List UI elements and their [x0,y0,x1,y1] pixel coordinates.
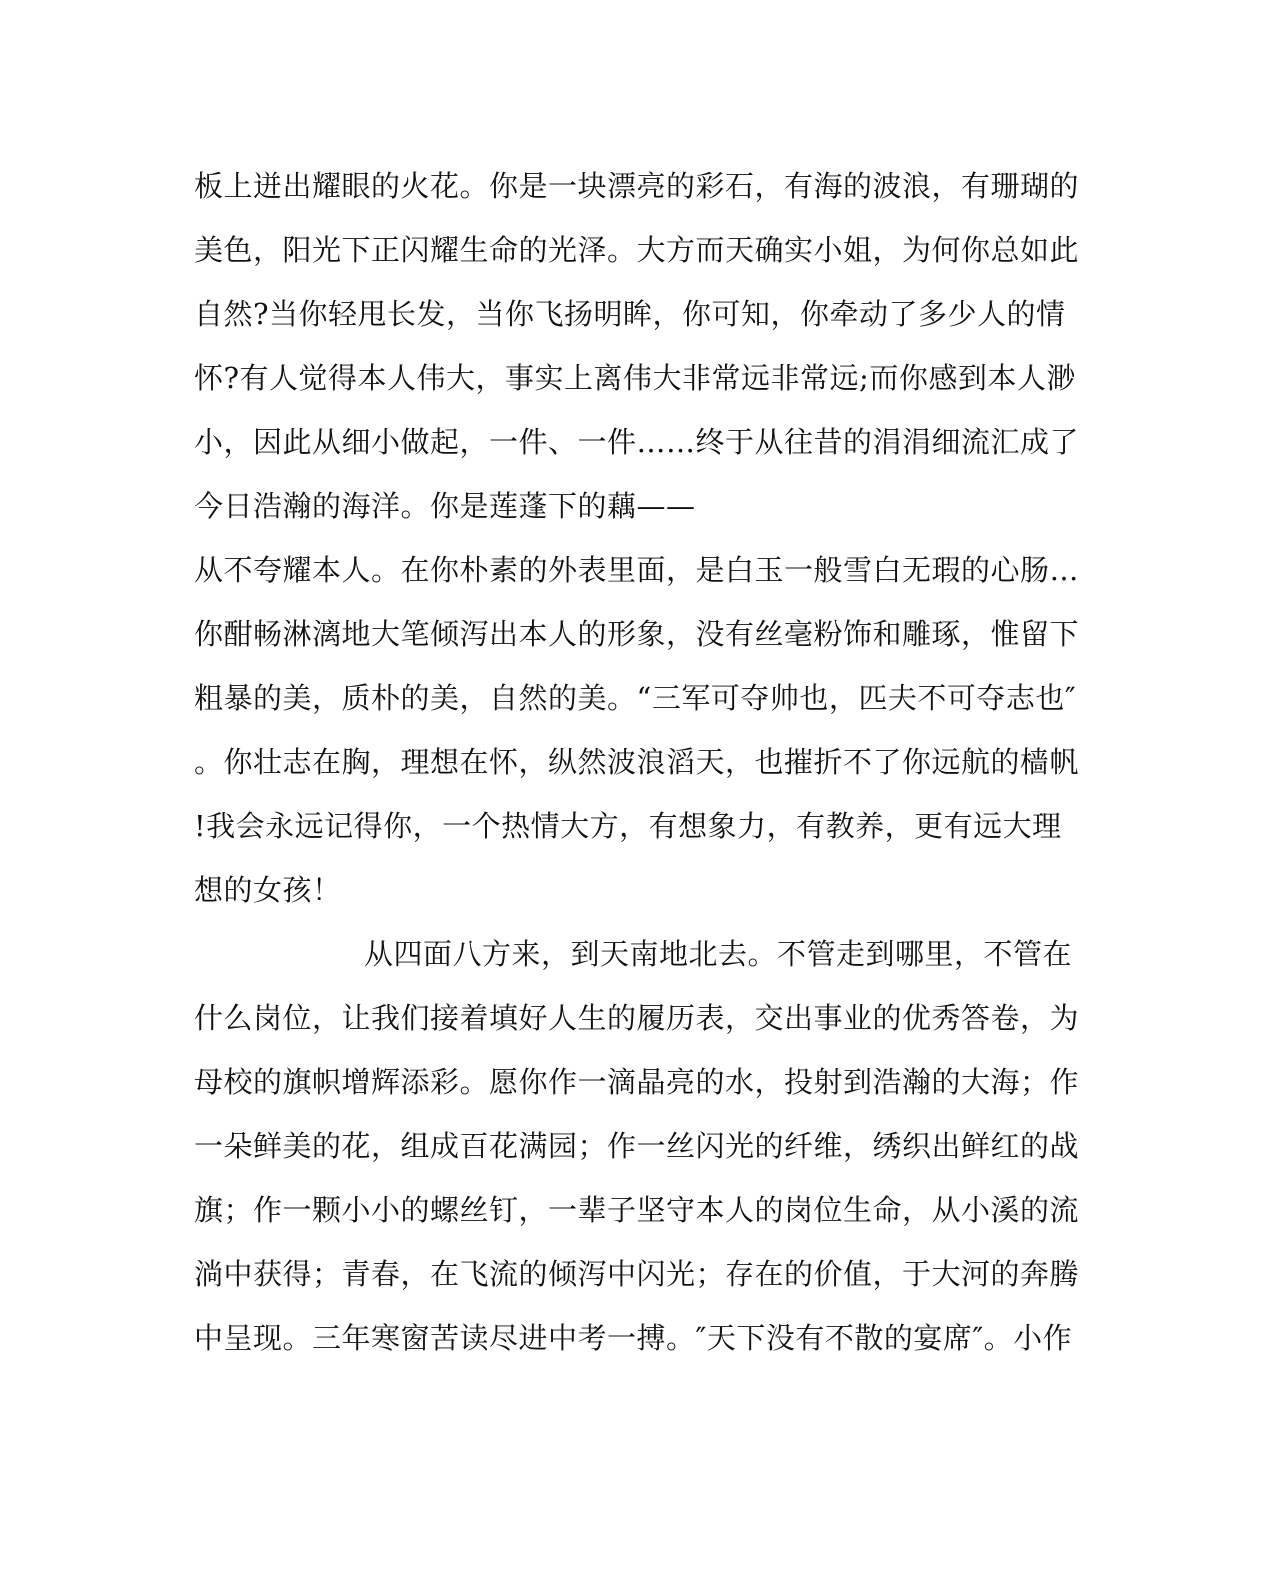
text-line: 自然?当你轻甩长发，当你飞扬明眸，你可知，你牵动了多少人的情 [194,297,1066,331]
paragraph-start-line: 从四面八方来，到天南地北去。不管走到哪里，不管在 [364,937,1073,971]
text-line: !我会永远记得你，一个热情大方，有想象力，有教养，更有远大理 [194,809,1062,843]
text-line: 怀?有人觉得本人伟大，事实上离伟大非常远非常远;而你感到本人渺 [194,361,1076,395]
text-line: 。你壮志在胸，理想在怀，纵然波浪滔天，也摧折不了你远航的樯帆 [194,745,1080,779]
text-line: 板上迸出耀眼的火花。你是一块漂亮的彩石，有海的波浪，有珊瑚的 [194,169,1080,203]
body-text [194,160,1080,1376]
text-line: 你酣畅淋漓地大笔倾泻出本人的形象，没有丝毫粉饰和雕琢，惟留下 [194,617,1080,651]
text-line: 淌中获得；青春，在飞流的倾泻中闪光；存在的价值，于大河的奔腾 [194,1257,1080,1291]
text-line: 母校的旗帜增辉添彩。愿你作一滴晶亮的水，投射到浩瀚的大海；作 [194,1065,1080,1099]
text-line: 旗；作一颗小小的螺丝钉，一辈子坚守本人的岗位生命，从小溪的流 [194,1193,1080,1227]
text-line: 美色，阳光下正闪耀生命的光泽。大方而天确实小姐，为何你总如此 [194,233,1080,267]
text-line: 从不夸耀本人。在你朴素的外表里面，是白玉一般雪白无瑕的心肠… [194,553,1080,587]
text-line: 今日浩瀚的海洋。你是莲蓬下的藕—— [194,489,696,523]
text-line: 中呈现。三年寒窗苦读尽进中考一搏。″天下没有不散的宴席″。小作 [194,1321,1073,1355]
text-line: 想的女孩！ [194,873,342,907]
text-line: 粗暴的美，质朴的美，自然的美。“三军可夺帅也，匹夫不可夺志也″ [194,681,1077,715]
text-line: 一朵鲜美的花，组成百花满园；作一丝闪光的纤维，绣织出鲜红的战 [194,1129,1080,1163]
text-line: 小，因此从细小做起，一件、一件……终于从往昔的涓涓细流汇成了 [194,425,1080,459]
text-line: 什么岗位，让我们接着填好人生的履历表，交出事业的优秀答卷，为 [194,1001,1080,1035]
